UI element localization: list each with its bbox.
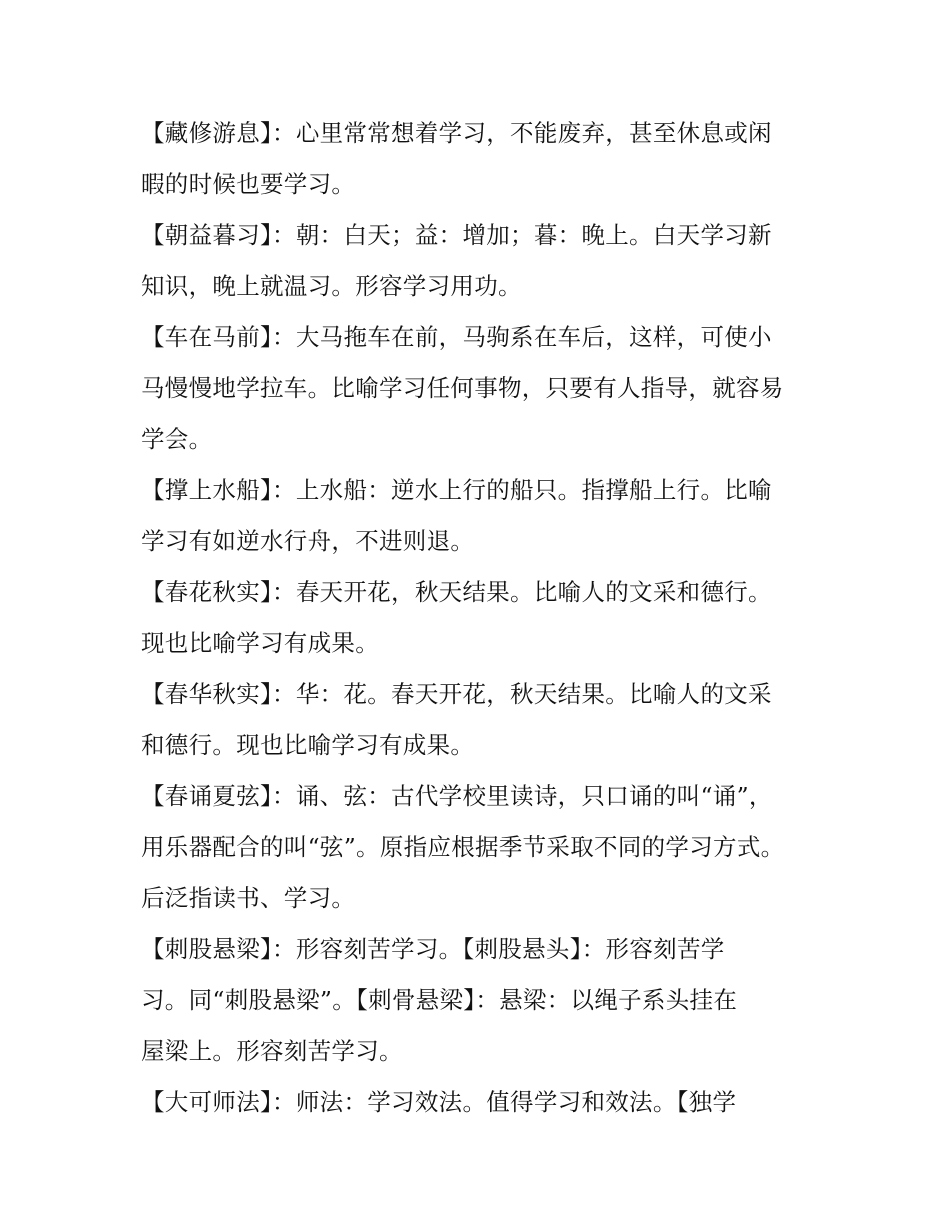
text-line: 学会。 xyxy=(141,425,213,453)
text-line: 现也比喻学习有成果。 xyxy=(141,629,379,657)
text-line: 马慢慢地学拉车。比喻学习任何事物，只要有人指导，就容易 xyxy=(141,374,784,402)
text-line: 【车在马前】：大马拖车在前，马驹系在车后，这样，可使小 xyxy=(141,323,772,351)
text-line: 【朝益暮习】：朝：白天；益：增加；暮：晚上。白天学习新 xyxy=(141,221,772,249)
text-line: 屋梁上。形容刻苦学习。 xyxy=(141,1037,403,1065)
text-line: 学习有如逆水行舟，不进则退。 xyxy=(141,527,475,555)
text-line: 【春华秋实】：华：花。春天开花，秋天结果。比喻人的文采 xyxy=(141,680,772,708)
entry-cang-xiu-you-xi xyxy=(141,108,821,210)
text-line: 【刺股悬梁】：形容刻苦学习。【刺股悬头】：形容刻苦学 xyxy=(141,935,725,963)
text-line: 习。同“刺股悬梁”。【刺骨悬梁】：悬梁：以绳子系头挂在 xyxy=(141,986,738,1014)
text-line: 【春诵夏弦】：诵、弦：古代学校里读诗，只口诵的叫“诵”， xyxy=(141,782,773,810)
text-line: 知识，晚上就温习。形容学习用功。 xyxy=(141,272,522,300)
text-line: 和德行。现也比喻学习有成果。 xyxy=(141,731,475,759)
entry-chun-hua-qiu-shi-flower xyxy=(141,567,821,669)
text-line: 暇的时候也要学习。 xyxy=(141,170,356,198)
text-line: 用乐器配合的叫“弦”。原指应根据季节采取不同的学习方式。 xyxy=(141,833,785,861)
entry-zhao-yi-mu-xi xyxy=(141,210,821,312)
entry-chun-hua-qiu-shi-hua xyxy=(141,669,821,771)
document-body xyxy=(141,108,821,1128)
text-line: 后泛指读书、学习。 xyxy=(141,884,356,912)
text-line: 【撑上水船】：上水船：逆水上行的船只。指撑船上行。比喻 xyxy=(141,476,772,504)
text-line: 【春花秋实】：春天开花，秋天结果。比喻人的文采和德行。 xyxy=(141,578,772,606)
entry-cheng-shang-shui-chuan xyxy=(141,465,821,567)
text-line: 【大可师法】：师法：学习效法。值得学习和效法。【独学 xyxy=(141,1088,737,1116)
entry-ci-gu-xuan-liang xyxy=(141,924,821,1077)
entry-da-ke-shi-fa xyxy=(141,1077,821,1128)
entry-che-zai-ma-qian xyxy=(141,312,821,465)
text-line: 【藏修游息】：心里常常想着学习，不能废弃，甚至休息或闲 xyxy=(141,119,772,147)
entry-chun-song-xia-xian xyxy=(141,771,821,924)
